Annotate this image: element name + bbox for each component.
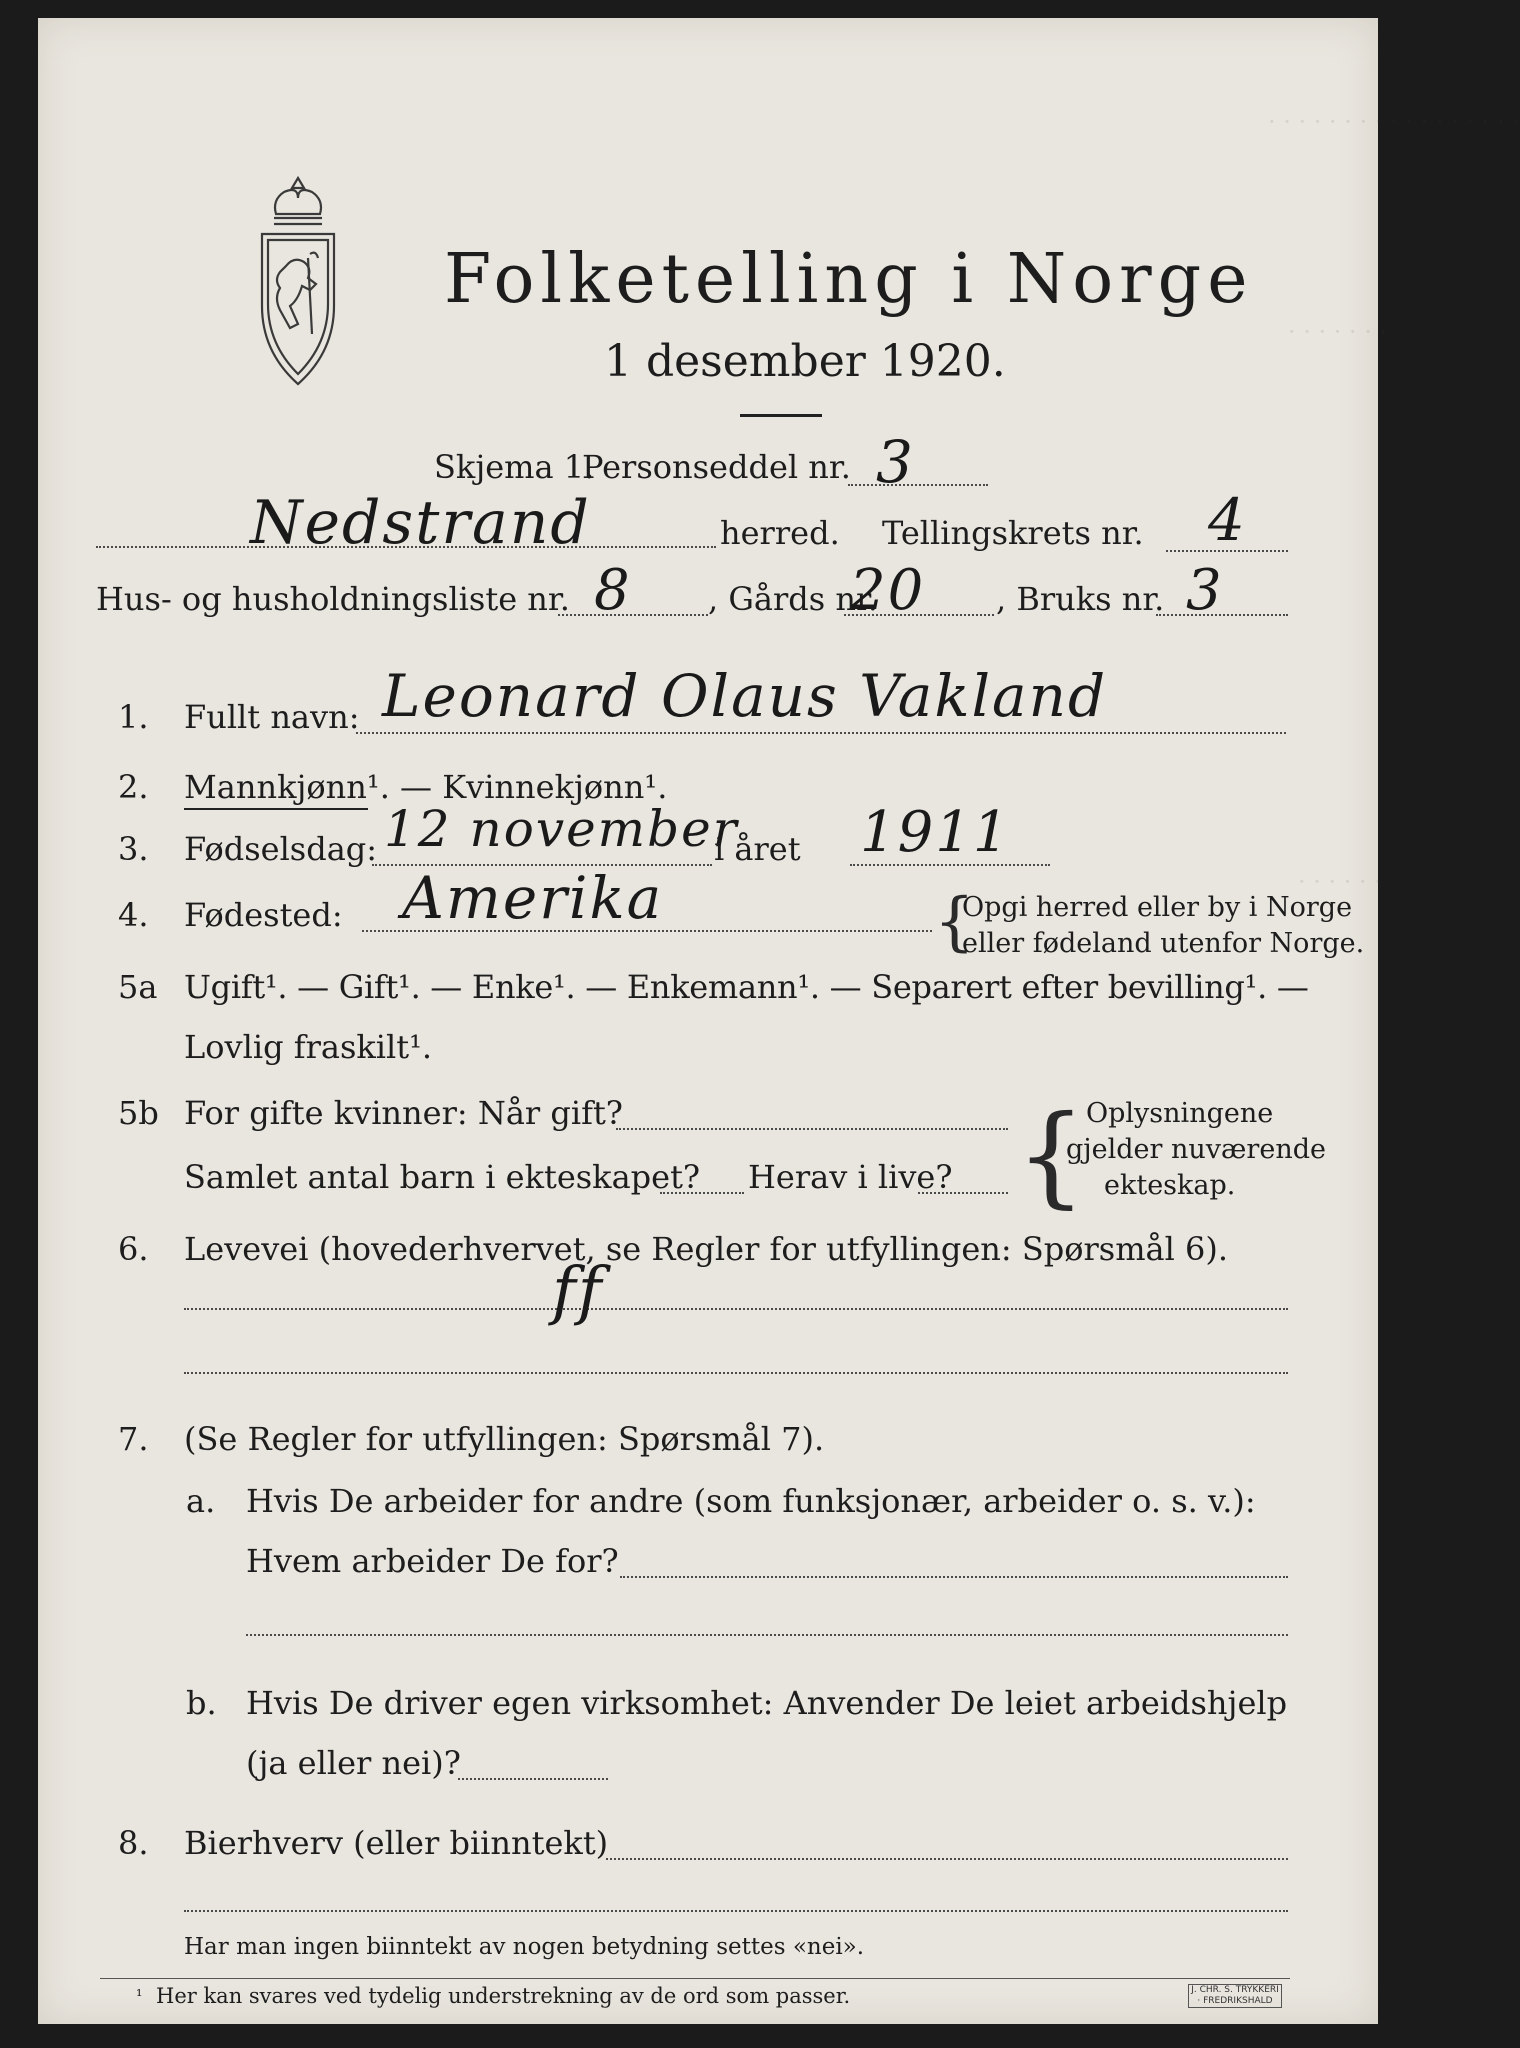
husliste-label: Hus- og husholdningsliste nr.: [96, 580, 570, 618]
q7-label: (Se Regler for utfyllingen: Spørsmål 7).: [184, 1420, 825, 1458]
bleed-through: · · · · · ·: [1298, 868, 1382, 896]
q7b-line: [458, 1778, 608, 1780]
q7b-label: Hvis De driver egen virksomhet: Anvender De leiet arbeidshjelp: [246, 1684, 1288, 1722]
bruks-value[interactable]: 3: [1186, 558, 1224, 623]
q3-label: Fødselsdag:: [184, 830, 378, 868]
q5a-number: 5a: [118, 968, 158, 1006]
mannkjonn-underline: [184, 808, 368, 810]
gards-label: , Gårds nr.: [708, 580, 878, 618]
form-title: Folketelling i Norge: [444, 240, 1254, 319]
title-divider: [740, 414, 822, 417]
q5b-brace: {: [1016, 1091, 1086, 1219]
q8-line-1: [606, 1858, 1288, 1860]
bruks-label: , Bruks nr.: [996, 580, 1165, 618]
full-name-value[interactable]: Leonard Olaus Vakland: [382, 662, 1108, 730]
herred-label: herred.: [720, 514, 840, 552]
tellingskrets-value[interactable]: 4: [1208, 486, 1247, 554]
birthplace-value[interactable]: Amerika: [402, 864, 664, 932]
q4-label: Fødested:: [184, 896, 343, 934]
q4-note-2: eller fødeland utenfor Norge.: [962, 928, 1365, 959]
bleed-through: · · · · · · ·: [1288, 318, 1388, 346]
personseddel-value[interactable]: 3: [876, 428, 915, 496]
q7a-letter: a.: [186, 1482, 216, 1520]
census-form-page: [38, 18, 1520, 2024]
q5b-note-1: Oplysningene: [1086, 1098, 1274, 1129]
q2-label: Mannkjønn¹. — Kvinnekjønn¹.: [184, 768, 668, 806]
norwegian-coat-of-arms-icon: [252, 174, 344, 394]
footnote-mark: ¹: [136, 1986, 143, 2005]
q5b-married-line: [616, 1128, 1008, 1130]
q2-number: 2.: [118, 768, 149, 806]
herred-value[interactable]: Nedstrand: [250, 488, 591, 558]
birth-year-value[interactable]: 1911: [860, 800, 1011, 865]
q5b-alive-line: [918, 1192, 1008, 1194]
q5b-label-2: Samlet antal barn i ekteskapet?: [184, 1158, 701, 1196]
q7a-line-1: [620, 1576, 1288, 1578]
q1-line: [356, 732, 1286, 734]
q3-number: 3.: [118, 830, 149, 868]
q6-line-2: [184, 1372, 1288, 1374]
q5b-children-line: [660, 1192, 744, 1194]
husliste-value[interactable]: 8: [594, 558, 632, 623]
personseddel-line: [848, 484, 988, 486]
gards-value[interactable]: 20: [850, 558, 926, 623]
bleed-through: · · · · · · · · · · · · · · · · ·: [1268, 108, 1520, 136]
q8-label: Bierhverv (eller biinntekt): [184, 1824, 609, 1862]
q5a-label-2: Lovlig fraskilt¹.: [184, 1028, 433, 1066]
q5a-label: Ugift¹. — Gift¹. — Enke¹. — Enkemann¹. — Separert efter bevilling¹. —: [184, 968, 1309, 1006]
q8-note: Har man ingen biinntekt av nogen betydning settes «nei».: [184, 1934, 865, 1960]
schema-label: Skjema 1.: [434, 448, 595, 486]
occupation-value[interactable]: ff: [552, 1254, 604, 1328]
q5b-note-2: gjelder nuværende: [1066, 1134, 1326, 1165]
q5b-note-3: ekteskap.: [1104, 1170, 1236, 1201]
tellingskrets-label: Tellingskrets nr.: [882, 514, 1144, 552]
q4-note-1: Opgi herred eller by i Norge: [962, 892, 1353, 923]
q6-number: 6.: [118, 1230, 149, 1268]
printer-stamp: J. CHR. S. TRYKKERI · FREDRIKSHALD: [1188, 1984, 1282, 2008]
q7b-label-2: (ja eller nei)?: [246, 1744, 461, 1782]
footnote-divider: [100, 1978, 1290, 1979]
q1-number: 1.: [118, 698, 149, 736]
personseddel-label: Personseddel nr.: [582, 448, 851, 486]
census-date: 1 desember 1920.: [604, 336, 1006, 387]
footnote-text: Her kan svares ved tydelig understrekning av de ord som passer.: [156, 1984, 851, 2008]
q7b-letter: b.: [186, 1684, 217, 1722]
q4-brace: {: [934, 885, 975, 959]
birth-date-value[interactable]: 12 november: [384, 800, 739, 858]
q5b-label-3: Herav i live?: [748, 1158, 953, 1196]
q7a-line-2: [246, 1634, 1288, 1636]
q3-year-label: i året: [714, 830, 801, 868]
q5b-number: 5b: [118, 1094, 159, 1132]
q8-number: 8.: [118, 1824, 149, 1862]
q7a-label: Hvis De arbeider for andre (som funksjonær, arbeider o. s. v.):: [246, 1482, 1256, 1520]
q7a-label-2: Hvem arbeider De for?: [246, 1542, 619, 1580]
husliste-line: [558, 614, 708, 616]
q6-label: Levevei (hovederhvervet, se Regler for utfyllingen: Spørsmål 6).: [184, 1230, 1229, 1268]
q7-number: 7.: [118, 1420, 149, 1458]
q6-line-1: [184, 1308, 1288, 1310]
q8-line-2: [184, 1910, 1288, 1912]
q1-label: Fullt navn:: [184, 698, 360, 736]
q4-number: 4.: [118, 896, 149, 934]
q5b-label: For gifte kvinner: Når gift?: [184, 1094, 623, 1132]
